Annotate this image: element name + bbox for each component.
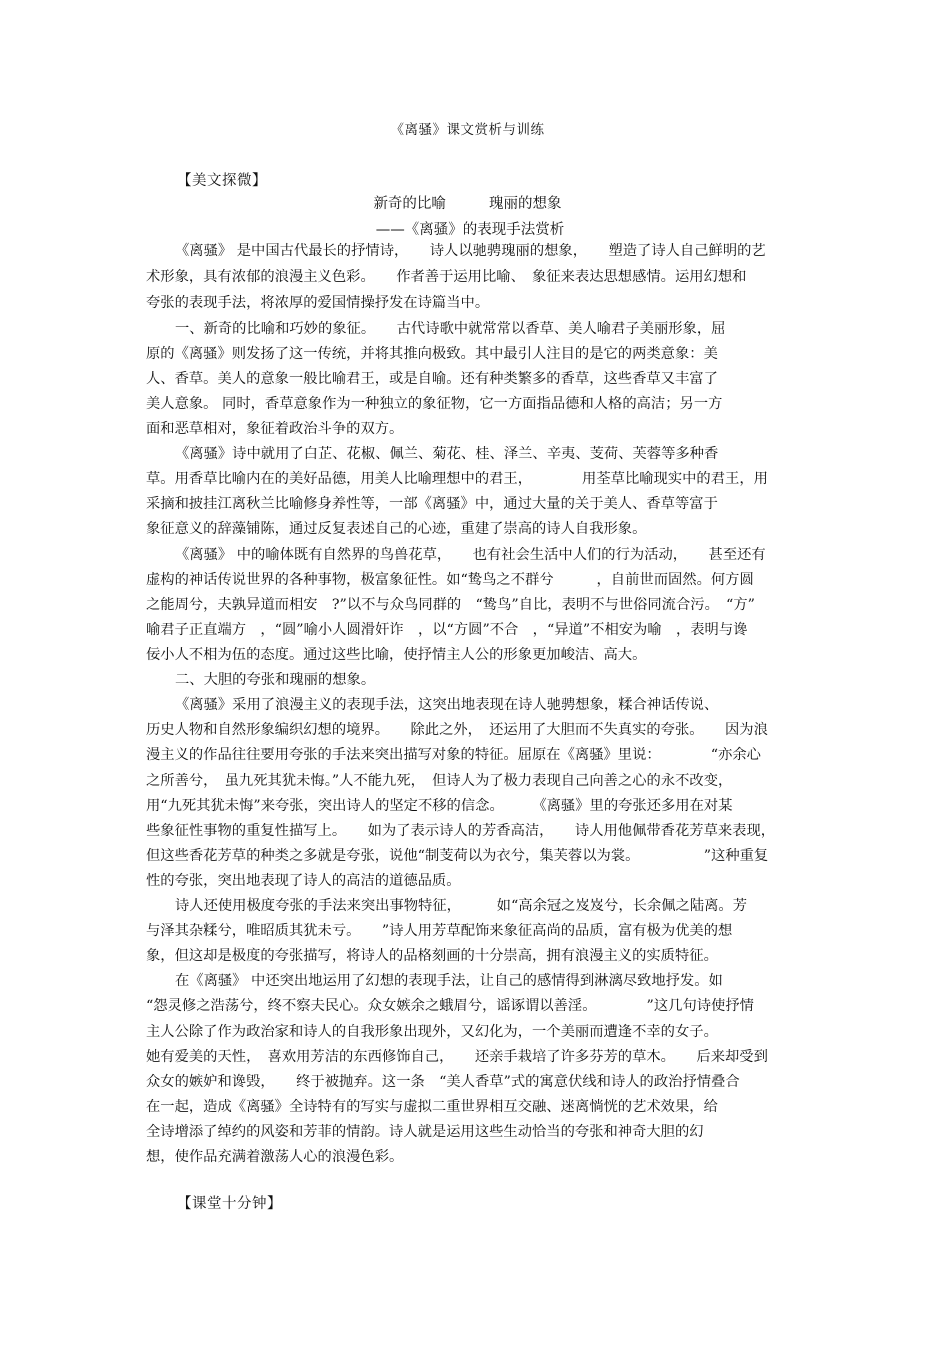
text-line: 在一起，造成《离骚》全诗特有的写实与虚拟二重世界相互交融、迷离惝恍的艺术效果，给 — [146, 1099, 718, 1115]
text-line: 虚构的神话传说世界的各种事物，极富象征性。如“鸷鸟之不群兮 ，自前世而固然。何方圆 — [146, 572, 754, 588]
text-line: 历史人物和自然形象编织幻想的境界。 除此之外， 还运用了大胆而不失真实的夸张。 因为浪 — [146, 722, 768, 738]
text-line: 人、香草。美人的意象一般比喻君王，或是自喻。还有种类繁多的香草，这些香草又丰富了 — [146, 371, 718, 387]
text-line: 《离骚》 是中国古代最长的抒情诗， 诗人以驰骋瑰丽的想象， 塑造了诗人自己鲜明的艺 — [175, 243, 766, 259]
text-line: 之能周兮，夫孰异道而相安 ?”以不与众鸟同群的 “鸷鸟”自比，表明不与世俗同流合污。 “方” — [146, 597, 755, 613]
text-line: 一、新奇的比喻和巧妙的象征。 古代诗歌中就常常以香草、美人喻君子美丽形象，屈 — [175, 321, 726, 337]
text-line: 众女的嫉妒和谗毁， 终于被抛弃。这一条 “美人香草”式的寓意伏线和诗人的政治抒情叠合 — [146, 1074, 740, 1090]
text-line: 二、大胆的夸张和瑰丽的想象。 — [175, 672, 376, 688]
text-line: 术形象，具有浓郁的浪漫主义色彩。 作者善于运用比喻、 象征来表达思想感情。运用幻想和 — [146, 269, 747, 285]
section-header-meiwen: 【美文探微】 — [177, 173, 267, 189]
text-line: 夸张的表现手法，将浓厚的爱国情操抒发在诗篇当中。 — [146, 295, 490, 311]
text-line: 《离骚》诗中就用了白芷、花椒、佩兰、菊花、桂、泽兰、辛夷、芰荷、芙蓉等多种香 — [175, 446, 719, 462]
text-line: “怨灵修之浩荡兮，终不察夫民心。众女嫉余之蛾眉兮，谣诼谓以善淫。 ”这几句诗使抒情 — [146, 998, 754, 1014]
text-line: 《离骚》 中的喻体既有自然界的鸟兽花草， 也有社会生活中人们的行为活动， 甚至还有 — [175, 547, 766, 563]
text-line: 想，使作品充满着激荡人心的浪漫色彩。 — [146, 1149, 404, 1165]
text-line: 面和恶草相对，象征着政治斗争的双方。 — [146, 421, 404, 437]
text-line: 性的夸张，突出地表现了诗人的高洁的道德品质。 — [146, 873, 461, 889]
text-line: 《离骚》采用了浪漫主义的表现手法，这突出地表现在诗人驰骋想象，糅合神话传说、 — [175, 697, 719, 713]
text-line: 但这些香花芳草的种类之多就是夸张，说他“制芰荷以为衣兮，集芙蓉以为裳。 ”这种重复 — [146, 848, 769, 864]
text-line: 漫主义的作品往往要用夸张的手法来突出描写对象的特征。屈原在《离骚》里说： “亦余心 — [146, 747, 761, 763]
text-line: 全诗增添了绰约的风姿和芳菲的情韵。诗人就是运用这些生动恰当的夸张和神奇大胆的幻 — [146, 1124, 704, 1140]
section-header-ketang: 【课堂十分钟】 — [177, 1196, 282, 1212]
text-line: 用“九死其犹未悔”来夸张，突出诗人的坚定不移的信念。 《离骚》里的夸张还多用在对某 — [146, 798, 733, 814]
article-subheading: ——《离骚》的表现手法赏析 — [375, 222, 565, 238]
text-line: 诗人还使用极度夸张的手法来突出事物特征， 如“高余冠之岌岌兮，长余佩之陆离。芳 — [175, 898, 748, 914]
text-line: 象征意义的辞藻铺陈，通过反复表述自己的心迹，重建了崇高的诗人自我形象。 — [146, 521, 647, 537]
text-line: 原的《离骚》则发扬了这一传统，并将其推向极致。其中最引人注目的是它的两类意象：美 — [146, 346, 718, 362]
text-line: 在《离骚》 中还突出地运用了幻想的表现手法，让自己的感情得到淋漓尽致地抒发。如 — [175, 973, 723, 989]
text-line: 草。用香草比喻内在的美好品德，用美人比喻理想中的君王， 用荃草比喻现实中的君王，用 — [146, 471, 768, 487]
text-line: 采摘和披挂江离秋兰比喻修身养性等，一部《离骚》中，通过大量的关于美人、香草等富于 — [146, 496, 718, 512]
text-line: 之所善兮， 虽九死其犹未悔。”人不能九死， 但诗人为了极力表现自己向善之心的永不改变， — [146, 773, 733, 789]
text-line: 她有爱美的天性， 喜欢用芳洁的东西修饰自己， 还亲手栽培了许多芬芳的草木。 后来却受到 — [146, 1049, 768, 1065]
article-heading: 新奇的比喻 瑰丽的想象 — [373, 196, 562, 212]
text-line: 些象征性事物的重复性描写上。 如为了表示诗人的芳香高洁， 诗人用他佩带香花芳草来表现， — [146, 823, 776, 839]
page-title: 《离骚》课文赏析与训练 — [390, 122, 545, 138]
text-line: 象，但这却是极度的夸张描写，将诗人的品格刻画的十分崇高，拥有浪漫主义的实质特征。 — [146, 948, 718, 964]
text-line: 喻君子正直端方 ，“圆”喻小人圆滑奸诈 ，以“方圆”不合 ，“异道”不相安为喻 ，表明与谗 — [146, 622, 748, 638]
text-line: 佞小人不相为伍的态度。通过这些比喻，使抒情主人公的形象更加峻洁、高大。 — [146, 647, 647, 663]
text-line: 主人公除了作为政治家和诗人的自我形象出现外，又幻化为，一个美丽而遭逢不幸的女子。 — [146, 1024, 718, 1040]
text-line: 与泽其杂糅兮，唯昭质其犹未亏。 ”诗人用芳草配饰来象征高尚的品质，富有极为优美的想 — [146, 923, 733, 939]
text-line: 美人意象。 同时，香草意象作为一种独立的象征物，它一方面指品德和人格的高洁；另一方 — [146, 396, 723, 412]
